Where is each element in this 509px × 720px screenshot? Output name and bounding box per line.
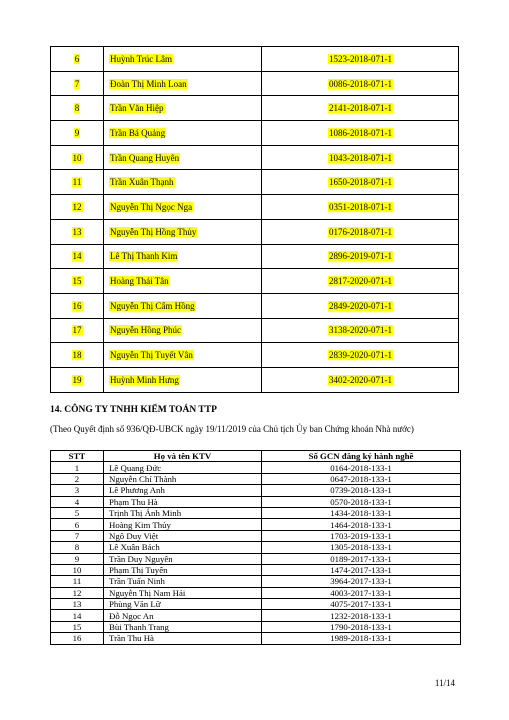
row-name: Nguyễn Chí Thành — [104, 473, 262, 484]
row-name: Nguyễn Thị Cẩm Hồng — [110, 300, 195, 311]
row-cert: 1086-2018-071-1 — [329, 127, 392, 138]
header-cert: Số GCN đăng ký hành nghề — [262, 451, 461, 462]
row-name: Huỳnh Minh Hưng — [110, 374, 179, 385]
row-cert-cell — [262, 145, 459, 170]
row-stt: 11 — [72, 177, 82, 188]
row-name: Trần Quang Huyên — [110, 152, 180, 163]
row-cert: 1474-2017-133-1 — [262, 564, 461, 575]
table-row — [51, 367, 459, 392]
row-cert: 2141-2018-071-1 — [329, 103, 392, 114]
row-name: Trần Văn Hiệp — [110, 103, 164, 114]
row-stt: 9 — [51, 553, 104, 564]
row-stt: 15 — [51, 621, 104, 632]
table-row — [51, 576, 461, 587]
row-cert: 3964-2017-133-1 — [262, 576, 461, 587]
row-cert: 0351-2018-071-1 — [329, 201, 392, 212]
row-cert: 1650-2018-071-1 — [329, 177, 392, 188]
row-cert-cell — [262, 96, 459, 121]
row-stt: 12 — [72, 201, 82, 212]
row-stt: 6 — [51, 519, 104, 530]
row-name-cell — [104, 318, 262, 343]
row-cert-cell — [262, 244, 459, 269]
row-cert: 2817-2020-071-1 — [329, 276, 392, 287]
row-stt: 10 — [72, 152, 82, 163]
row-stt: 4 — [51, 496, 104, 507]
row-stt: 16 — [51, 633, 104, 644]
row-name-cell — [104, 96, 262, 121]
row-cert: 1305-2018-133-1 — [262, 542, 461, 553]
row-cert: 0647-2018-133-1 — [262, 473, 461, 484]
row-cert-cell — [262, 219, 459, 244]
row-stt-cell — [51, 145, 104, 170]
row-name: Hoàng Thái Tân — [110, 276, 169, 287]
table-row — [51, 195, 459, 220]
table-row — [51, 530, 461, 541]
row-name-cell — [104, 71, 262, 96]
table-row — [51, 293, 459, 318]
row-cert: 0176-2018-071-1 — [329, 226, 392, 237]
table-row — [51, 170, 459, 195]
table-row — [51, 496, 461, 507]
row-stt: 12 — [51, 587, 104, 598]
row-stt-cell — [51, 293, 104, 318]
row-cert-cell — [262, 293, 459, 318]
row-cert: 1434-2018-133-1 — [262, 507, 461, 518]
row-stt: 7 — [51, 530, 104, 541]
row-stt-cell — [51, 47, 104, 72]
row-cert-cell — [262, 195, 459, 220]
table-row — [51, 621, 461, 632]
row-cert-cell — [262, 343, 459, 368]
row-name-cell — [104, 269, 262, 294]
row-name-cell — [104, 219, 262, 244]
row-name: Nguyễn Thị Hồng Thủy — [110, 226, 197, 237]
row-stt: 7 — [74, 78, 80, 89]
row-stt: 18 — [72, 350, 82, 361]
row-name: Lê Phương Anh — [104, 485, 262, 496]
table-row — [51, 145, 459, 170]
table-row — [51, 343, 459, 368]
row-cert: 3402-2020-071-1 — [329, 374, 392, 385]
row-cert: 0086-2018-071-1 — [329, 78, 392, 89]
table-row — [51, 47, 459, 72]
row-cert: 1523-2018-071-1 — [329, 53, 392, 64]
row-name: Lê Thị Thanh Kim — [110, 251, 178, 262]
row-name-cell — [104, 145, 262, 170]
table-row — [51, 564, 461, 575]
row-name: Huỳnh Trúc Lâm — [110, 53, 173, 64]
auditor-table-ttp — [50, 450, 461, 645]
row-stt-cell — [51, 318, 104, 343]
row-cert: 1989-2018-133-1 — [262, 633, 461, 644]
row-cert-cell — [262, 367, 459, 392]
row-cert: 1703-2019-133-1 — [262, 530, 461, 541]
table-row — [51, 633, 461, 644]
table-row — [51, 473, 461, 484]
row-name: Nguyễn Thị Tuyết Vân — [110, 350, 193, 361]
table-header-row — [51, 451, 461, 462]
row-cert-cell — [262, 121, 459, 146]
row-name: Nguyễn Thị Ngọc Nga — [110, 201, 193, 212]
decision-note: (Theo Quyết định số 936/QĐ-UBCK ngày 19/11/2019 của Chủ tịch Ủy ban Chứng khoán Nhà nước) — [50, 424, 414, 434]
section-heading: 14. CÔNG TY TNHH KIỂM TOÁN TTP — [50, 405, 217, 415]
page-number: 11/14 — [434, 678, 455, 688]
row-cert: 0164-2018-133-1 — [262, 462, 461, 473]
table-row — [51, 485, 461, 496]
row-name-cell — [104, 170, 262, 195]
row-stt-cell — [51, 71, 104, 96]
row-stt-cell — [51, 170, 104, 195]
row-stt: 13 — [51, 599, 104, 610]
row-cert: 1232-2018-133-1 — [262, 610, 461, 621]
row-stt-cell — [51, 96, 104, 121]
row-stt: 14 — [51, 610, 104, 621]
row-cert-cell — [262, 269, 459, 294]
row-cert-cell — [262, 71, 459, 96]
row-cert: 3138-2020-071-1 — [329, 325, 392, 336]
row-name-cell — [104, 195, 262, 220]
row-stt-cell — [51, 121, 104, 146]
row-name-cell — [104, 244, 262, 269]
row-cert: 2896-2019-071-1 — [329, 251, 392, 262]
row-cert: 4075-2017-133-1 — [262, 599, 461, 610]
table-row — [51, 599, 461, 610]
row-cert: 1043-2018-071-1 — [329, 152, 392, 163]
row-stt: 10 — [51, 564, 104, 575]
auditor-table-continued — [50, 46, 459, 393]
row-stt: 1 — [51, 462, 104, 473]
row-cert: 4003-2017-133-1 — [262, 587, 461, 598]
row-stt: 16 — [72, 300, 82, 311]
table-row — [51, 610, 461, 621]
row-name: Bùi Thanh Trang — [104, 621, 262, 632]
row-stt: 2 — [51, 473, 104, 484]
row-stt-cell — [51, 219, 104, 244]
row-stt: 15 — [72, 276, 82, 287]
row-stt: 3 — [51, 485, 104, 496]
row-stt: 9 — [74, 127, 80, 138]
row-name: Trịnh Thị Ánh Minh — [104, 507, 262, 518]
row-name-cell — [104, 367, 262, 392]
row-name: Phùng Văn Lữ — [104, 599, 262, 610]
row-cert: 1464-2018-133-1 — [262, 519, 461, 530]
row-name-cell — [104, 121, 262, 146]
row-stt: 17 — [72, 325, 82, 336]
table-row — [51, 121, 459, 146]
row-cert-cell — [262, 318, 459, 343]
row-stt: 8 — [74, 103, 80, 114]
table-row — [51, 71, 459, 96]
table-row — [51, 553, 461, 564]
row-cert: 0570-2018-133-1 — [262, 496, 461, 507]
row-cert: 2849-2020-071-1 — [329, 300, 392, 311]
row-stt-cell — [51, 269, 104, 294]
table-row — [51, 462, 461, 473]
row-cert: 1790-2018-133-1 — [262, 621, 461, 632]
row-name: Phạm Thu Hà — [104, 496, 262, 507]
row-stt-cell — [51, 195, 104, 220]
row-cert-cell — [262, 47, 459, 72]
header-name: Họ và tên KTV — [104, 451, 262, 462]
table-row — [51, 587, 461, 598]
row-name-cell — [104, 343, 262, 368]
row-stt: 5 — [51, 507, 104, 518]
row-stt: 11 — [51, 576, 104, 587]
header-stt: STT — [51, 451, 104, 462]
row-stt: 13 — [72, 226, 82, 237]
row-cert: 2839-2020-071-1 — [329, 350, 392, 361]
row-stt-cell — [51, 343, 104, 368]
row-stt-cell — [51, 244, 104, 269]
row-cert-cell — [262, 170, 459, 195]
row-name: Trần Xuân Thạnh — [110, 177, 174, 188]
row-name: Nguyễn Thị Nam Hải — [104, 587, 262, 598]
table-row — [51, 542, 461, 553]
row-stt: 14 — [72, 251, 82, 262]
row-name-cell — [104, 293, 262, 318]
row-name: Ngô Duy Việt — [104, 530, 262, 541]
row-name: Trần Duy Nguyên — [104, 553, 262, 564]
row-name: Trần Thu Hà — [104, 633, 262, 644]
table-row — [51, 219, 459, 244]
row-name: Trần Tuấn Ninh — [104, 576, 262, 587]
table-row — [51, 318, 459, 343]
row-stt: 6 — [74, 53, 80, 64]
row-cert: 0189-2017-133-1 — [262, 553, 461, 564]
row-name: Lê Xuân Bách — [104, 542, 262, 553]
row-name: Lê Quang Đức — [104, 462, 262, 473]
row-stt: 8 — [51, 542, 104, 553]
table-row — [51, 269, 459, 294]
row-name: Nguyễn Hồng Phúc — [110, 325, 181, 336]
row-stt-cell — [51, 367, 104, 392]
row-name: Phạm Thị Tuyến — [104, 564, 262, 575]
row-name: Đoàn Thị Minh Loan — [110, 78, 187, 89]
table-row — [51, 244, 459, 269]
row-name: Đỗ Ngọc An — [104, 610, 262, 621]
table-row — [51, 96, 459, 121]
row-name-cell — [104, 47, 262, 72]
row-cert: 0739-2018-133-1 — [262, 485, 461, 496]
row-name: Trần Bá Quảng — [110, 127, 166, 138]
table-row — [51, 507, 461, 518]
table-row — [51, 519, 461, 530]
row-name: Hoàng Kim Thủy — [104, 519, 262, 530]
row-stt: 19 — [72, 374, 82, 385]
